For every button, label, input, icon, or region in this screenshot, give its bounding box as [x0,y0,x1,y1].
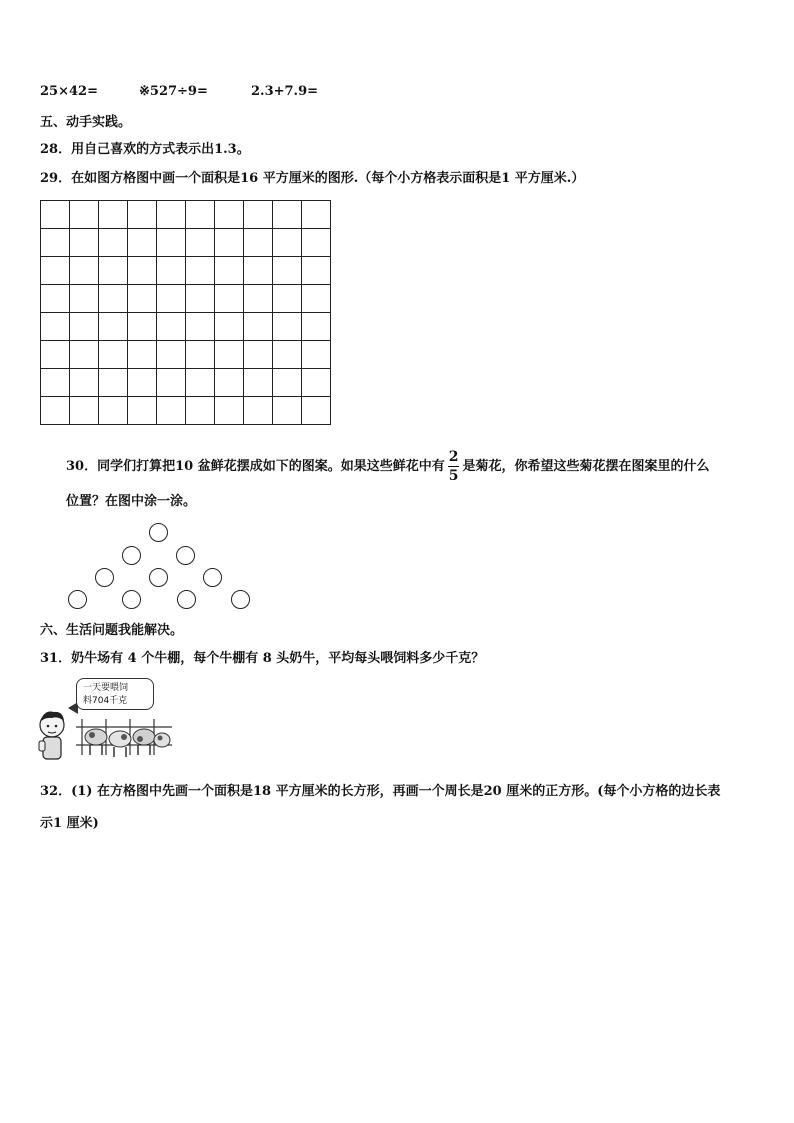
bubble-line-1: 一天要喂饲 [83,683,129,693]
flower-circle[interactable] [177,590,196,609]
question-32-line-2: 示1 厘米) [40,816,99,831]
grid-cell[interactable] [41,313,70,341]
grid-cell[interactable] [99,369,128,397]
grid-cell[interactable] [186,201,215,229]
grid-cell[interactable] [70,285,99,313]
cows-icon [85,729,170,757]
flower-circle[interactable] [149,568,168,587]
grid-cell[interactable] [244,341,273,369]
grid-cell[interactable] [273,397,302,425]
grid-cell[interactable] [215,313,244,341]
grid-cell[interactable] [157,313,186,341]
grid-cell[interactable] [215,229,244,257]
fraction-two-fifths [448,450,460,483]
flower-circle[interactable] [122,590,141,609]
grid-cell[interactable] [186,369,215,397]
grid-cell[interactable] [157,369,186,397]
grid-cell[interactable] [157,341,186,369]
grid-cell[interactable] [99,257,128,285]
question-30-text-before: 30．同学们打算把10 盆鲜花摆成如下的图案。如果这些鲜花中有 [66,459,445,474]
flower-circle[interactable] [231,590,250,609]
grid-row [41,341,331,369]
calculation-row [40,84,440,102]
grid-cell[interactable] [273,313,302,341]
grid-cell[interactable] [302,369,331,397]
grid-cell[interactable] [128,257,157,285]
grid-row [41,397,331,425]
grid-cell[interactable] [128,229,157,257]
grid-cell[interactable] [41,341,70,369]
grid-cell[interactable] [215,257,244,285]
grid-row [41,201,331,229]
flower-circle[interactable] [95,568,114,587]
boy-and-cows-illustration [36,705,176,765]
grid-cell[interactable] [128,341,157,369]
grid-cell[interactable] [215,397,244,425]
calc-item-2: ※527÷9= [139,84,208,99]
grid-cell[interactable] [302,397,331,425]
grid-cell[interactable] [157,229,186,257]
grid-cell[interactable] [70,313,99,341]
grid-cell[interactable] [128,369,157,397]
question-30-line-2: 位置？在图中涂一涂。 [66,494,197,509]
grid-cell[interactable] [215,201,244,229]
grid-row [41,369,331,397]
grid-cell[interactable] [302,313,331,341]
grid-cell[interactable] [186,341,215,369]
grid-row [41,257,331,285]
grid-cell[interactable] [273,257,302,285]
question-28: 28．用自己喜欢的方式表示出1.3。 [40,142,250,157]
grid-cell[interactable] [41,257,70,285]
grid-cell[interactable] [244,201,273,229]
grid-cell[interactable] [302,285,331,313]
grid-cell[interactable] [302,229,331,257]
grid-cell[interactable] [157,201,186,229]
boy-icon [39,711,64,759]
grid-cell[interactable] [157,257,186,285]
question-30 [66,450,709,483]
flower-circle[interactable] [176,546,195,565]
grid-cell[interactable] [41,369,70,397]
grid-cell[interactable] [273,229,302,257]
grid-cell[interactable] [244,285,273,313]
grid-cell[interactable] [128,285,157,313]
grid-cell[interactable] [186,257,215,285]
grid-cell[interactable] [273,201,302,229]
grid-cell[interactable] [70,369,99,397]
question-30-text-after: 是菊花，你希望这些菊花摆在图案里的什么 [462,459,710,474]
grid-cell[interactable] [41,229,70,257]
grid-row [41,229,331,257]
grid-row [41,285,331,313]
grid-cell[interactable] [41,285,70,313]
fraction-numerator: 2 [448,449,459,465]
grid-cell[interactable] [128,201,157,229]
grid-cell[interactable] [186,313,215,341]
grid-cell[interactable] [41,397,70,425]
grid-cell[interactable] [99,313,128,341]
grid-cell[interactable] [99,201,128,229]
grid-cell[interactable] [302,341,331,369]
flower-circle[interactable] [203,568,222,587]
grid-cell[interactable] [302,201,331,229]
grid-cell[interactable] [302,257,331,285]
grid-cell[interactable] [99,397,128,425]
grid-cell[interactable] [157,285,186,313]
grid-row [41,313,331,341]
grid-cell[interactable] [244,397,273,425]
calc-item-3: 2.3+7.9= [251,84,319,99]
flower-circle[interactable] [122,546,141,565]
grid-cell[interactable] [157,397,186,425]
section-6-heading: 六、生活问题我能解决。 [40,623,184,638]
grid-cell[interactable] [70,229,99,257]
grid-cell[interactable] [215,369,244,397]
grid-cell[interactable] [244,313,273,341]
grid-cell[interactable] [99,285,128,313]
grid-cell[interactable] [244,257,273,285]
grid-cell[interactable] [70,257,99,285]
bubble-line-2: 料704千克 [83,696,128,706]
grid-cell[interactable] [273,369,302,397]
grid-cell[interactable] [244,369,273,397]
calc-item-1: 25×42= [40,84,98,99]
grid-cell[interactable] [99,229,128,257]
grid-cell[interactable] [128,313,157,341]
grid-cell[interactable] [186,229,215,257]
section-5-heading: 五、动手实践。 [40,115,132,130]
grid-cell[interactable] [128,397,157,425]
flower-circle[interactable] [149,523,168,542]
grid-cell[interactable] [70,201,99,229]
grid-cell[interactable] [186,285,215,313]
grid-cell[interactable] [41,201,70,229]
grid-cell[interactable] [215,285,244,313]
square-grid[interactable] [40,200,331,425]
flower-circle[interactable] [68,590,87,609]
question-29: 29．在如图方格图中画一个面积是16 平方厘米的图形.（每个小方格表示面积是1 平方厘米.） [40,171,585,186]
question-32-line-1: 32．(1) 在方格图中先画一个面积是18 平方厘米的长方形，再画一个周长是20 厘米的正方形。(每个小方格的边长表 [40,784,721,799]
grid-cell[interactable] [244,229,273,257]
fraction-denominator: 5 [448,468,459,484]
question-31: 31．奶牛场有 4 个牛棚，每个牛棚有 8 头奶牛，平均每头喂饲料多少千克？ [40,651,485,666]
grid-cell[interactable] [70,397,99,425]
grid-cell[interactable] [70,341,99,369]
grid-cell[interactable] [99,341,128,369]
grid-cell[interactable] [186,397,215,425]
grid-cell[interactable] [273,341,302,369]
grid-cell[interactable] [273,285,302,313]
grid-cell[interactable] [215,341,244,369]
